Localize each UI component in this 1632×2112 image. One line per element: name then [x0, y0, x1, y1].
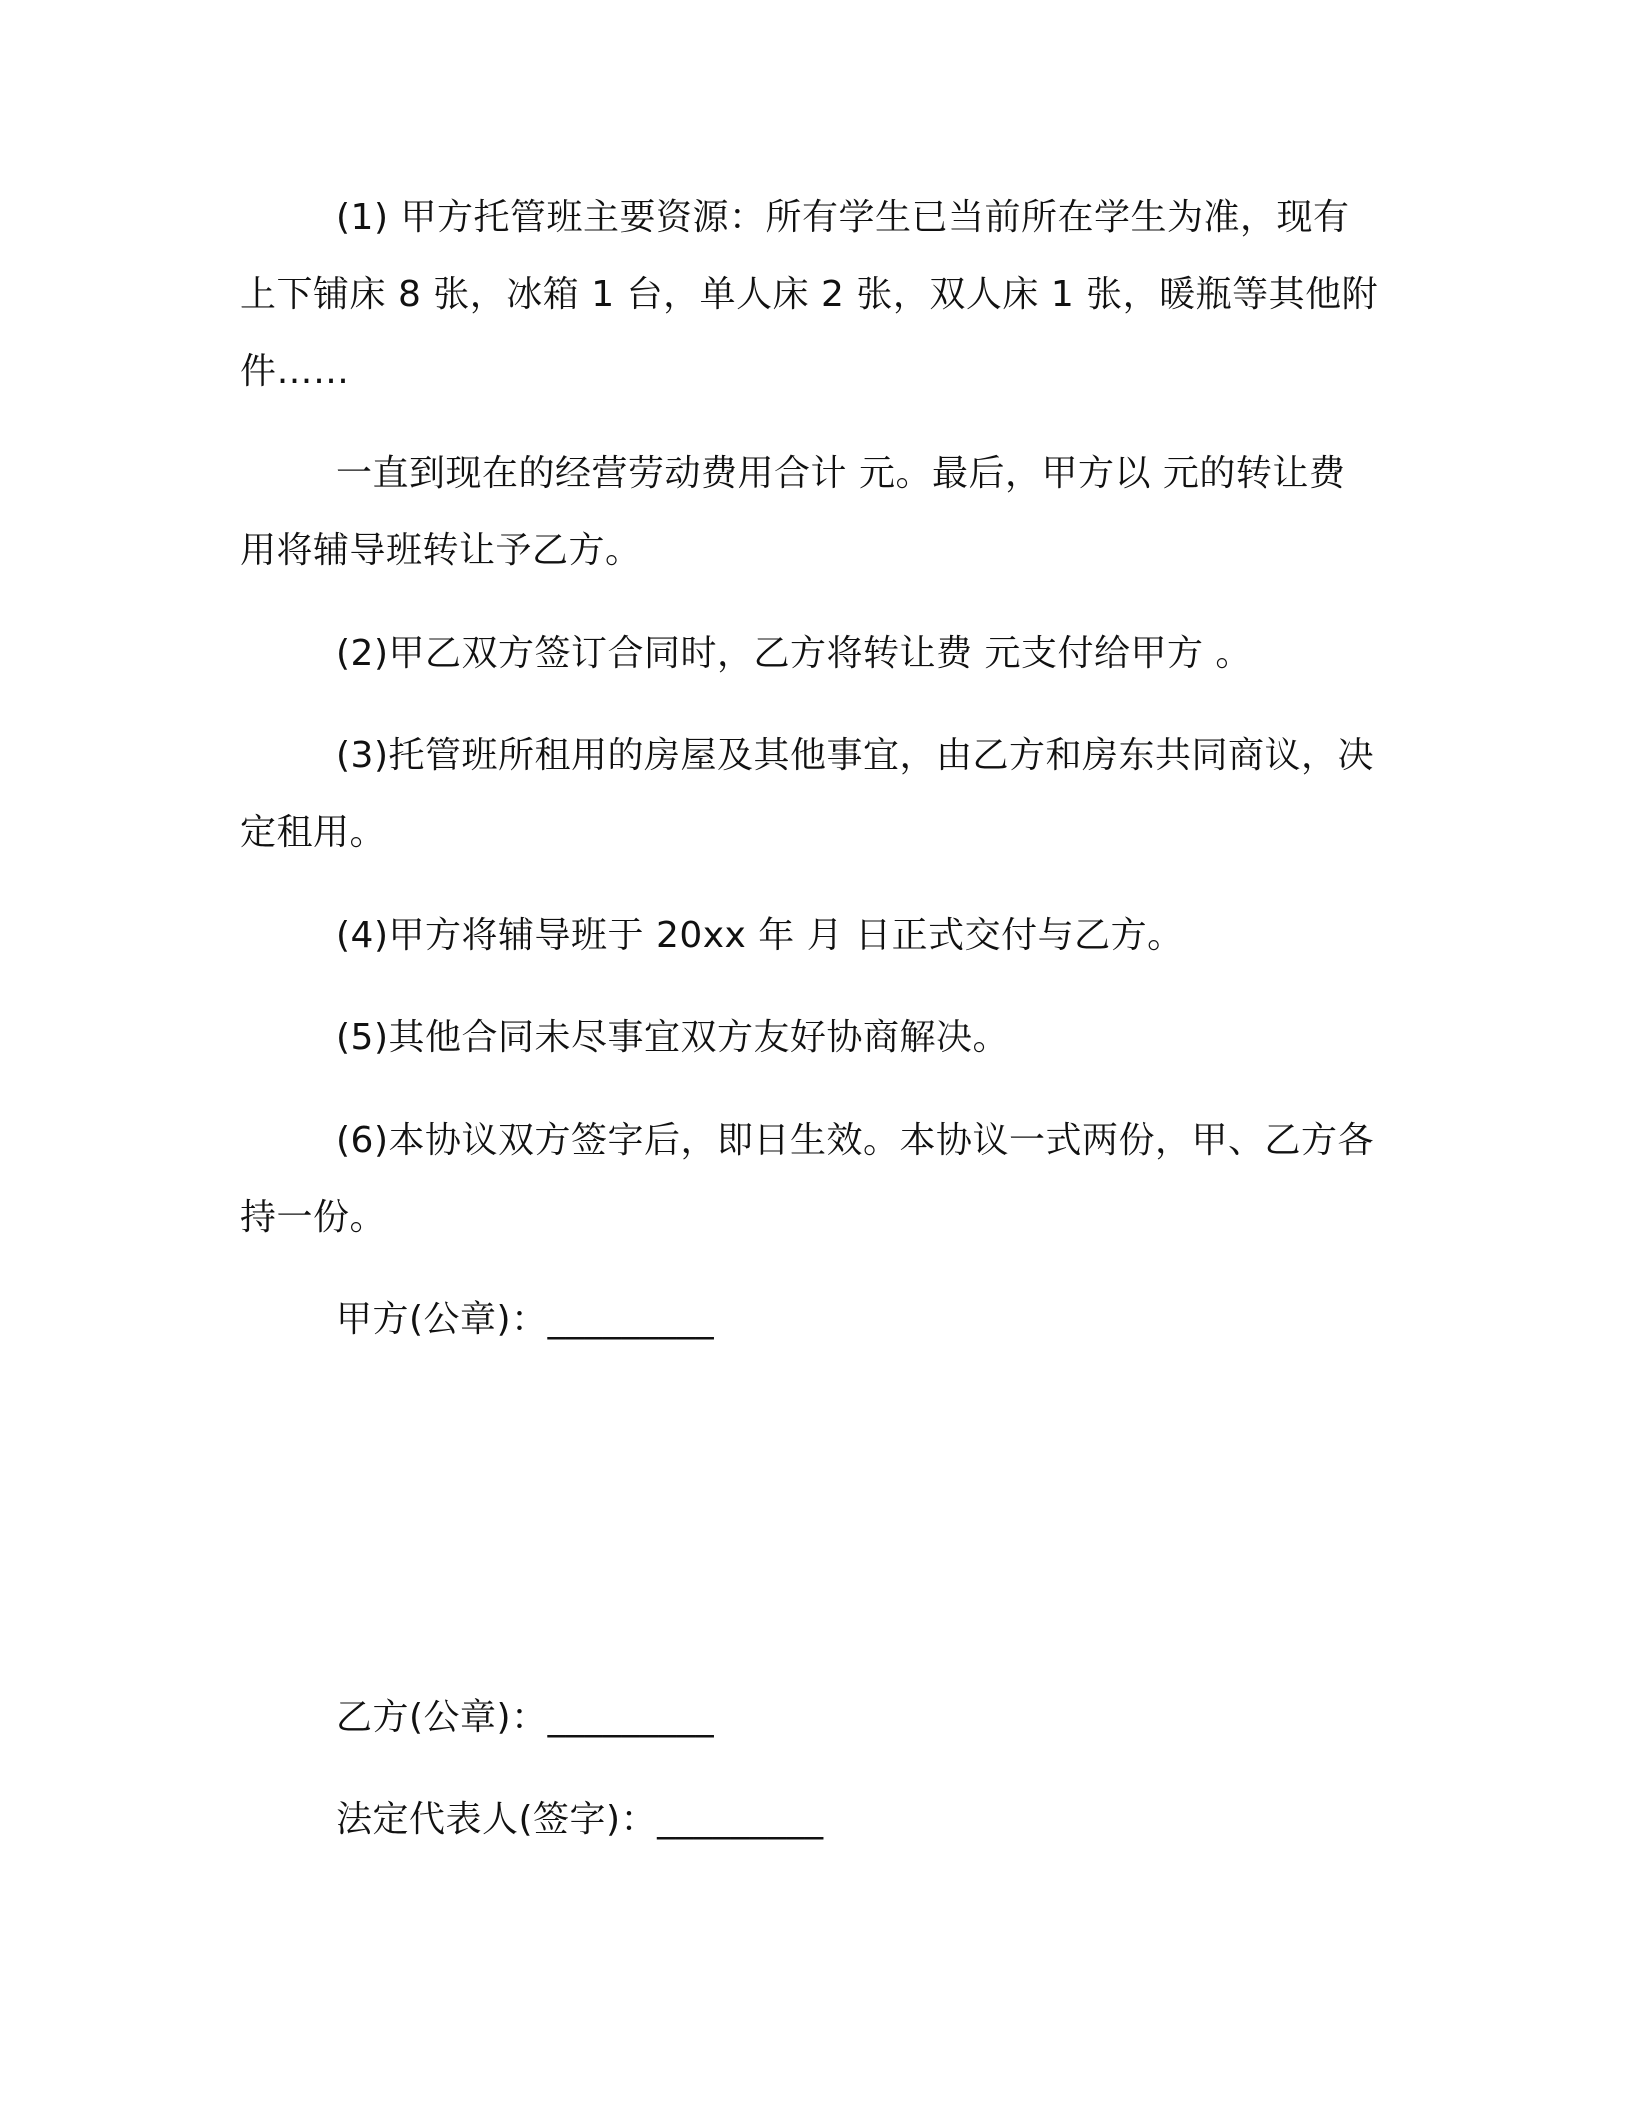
clause-3-line-1: (3)托管班所租用的房屋及其他事宜，由乙方和房东共同商议，决	[336, 735, 1374, 776]
legal-representative-signature: 法定代表人(签字)：_________	[336, 1799, 824, 1840]
clause-6-line-2: 持一份。	[240, 1197, 387, 1238]
clause-2: (2)甲乙双方签订合同时，乙方将转让费 元支付给甲方 。	[336, 633, 1252, 674]
clause-1-line-1: (1) 甲方托管班主要资源：所有学生已当前所在学生为准，现有	[336, 197, 1350, 238]
fee-paragraph-line-1: 一直到现在的经营劳动费用合计 元。最后，甲方以 元的转让费	[336, 453, 1346, 494]
clause-3-line-2: 定租用。	[240, 812, 387, 853]
clause-4: (4)甲方将辅导班于 20xx 年 月 日正式交付与乙方。	[336, 915, 1184, 956]
clause-1-line-3: 件……	[240, 351, 350, 392]
party-a-signature: 甲方(公章)：_________	[336, 1299, 715, 1340]
fee-paragraph-line-2: 用将辅导班转让予乙方。	[240, 530, 642, 571]
clause-5: (5)其他合同未尽事宜双方友好协商解决。	[336, 1017, 1009, 1058]
clause-6-line-1: (6)本协议双方签字后，即日生效。本协议一式两份，甲、乙方各	[336, 1120, 1374, 1161]
clause-1-line-2: 上下铺床 8 张，冰箱 1 台，单人床 2 张，双人床 1 张，暖瓶等其他附	[240, 274, 1379, 315]
party-b-signature: 乙方(公章)：_________	[336, 1697, 715, 1738]
